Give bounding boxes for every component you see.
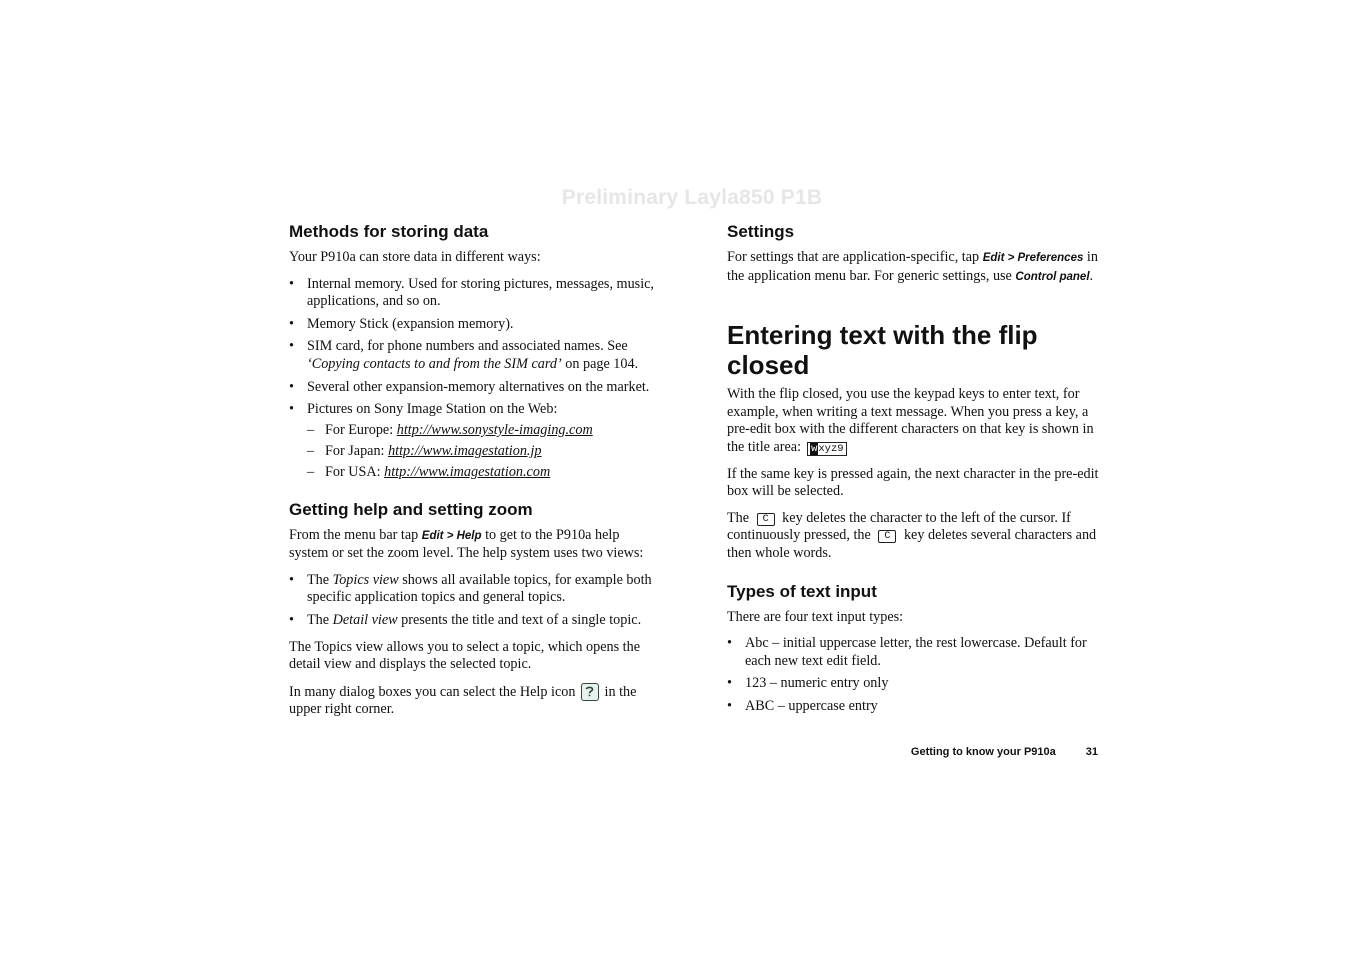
list-item: • Internal memory. Used for storing pictures, messages, music, applications, and so on.: [289, 276, 661, 311]
sites-list: [307, 422, 661, 482]
topics-view-term: Topics view: [332, 571, 399, 588]
c-key-icon: C: [878, 530, 896, 543]
c-key-icon: C: [757, 513, 775, 526]
flip-para-3: [727, 510, 1099, 563]
list-item: • Memory Stick (expansion memory).: [289, 316, 661, 334]
types-intro: There are four text input types:: [727, 608, 904, 625]
flip-para-2: If the same key is pressed again, the next character in the pre-edit box will be selected.: [727, 465, 1099, 500]
text: presents the title and text of a single topic.: [397, 611, 642, 628]
site-japan: [307, 443, 661, 461]
list-item: [289, 572, 661, 607]
text: in the application menu bar. For generic settings, use: [727, 249, 1098, 284]
list-item: [289, 338, 661, 373]
right-column: [727, 222, 1099, 725]
heading-flip-closed: Entering text with the flip closed: [727, 320, 1038, 381]
sim-cross-reference-link[interactable]: ‘Copying contacts to and from the SIM card’: [307, 355, 562, 372]
storing-list: [289, 276, 661, 482]
heading-storing-data: Methods for storing data: [289, 222, 489, 241]
heading-help-zoom: Getting help and setting zoom: [289, 499, 533, 519]
list-item: • Abc – initial uppercase letter, the rest lowercase. Default for each new text edit field.: [727, 635, 1099, 670]
list-item: • Several other expansion-memory alternatives on the market.: [289, 379, 661, 397]
text: The: [727, 509, 753, 526]
page-footer: [727, 746, 1098, 758]
site-label: For USA:: [325, 463, 385, 480]
edit-preferences-command: Edit > Preferences: [982, 252, 1084, 264]
help-intro-text: From the menu bar tap: [289, 526, 422, 543]
list-item: [289, 612, 661, 630]
heading-text-input-types: Types of text input: [727, 581, 877, 601]
help-para-icon: [289, 683, 661, 719]
heading-settings: Settings: [727, 222, 795, 241]
usa-link[interactable]: http://www.imagestation.com: [384, 463, 551, 480]
control-panel-command: Control panel: [1015, 270, 1090, 283]
settings-text: [727, 249, 1099, 286]
text: The: [307, 611, 333, 628]
help-icon: [581, 683, 599, 701]
left-column: [289, 222, 661, 728]
edit-help-command: Edit > Help: [421, 529, 482, 542]
list-item: • 123 – numeric entry only: [727, 675, 1099, 693]
text: In many dialog boxes you can select the Help icon: [289, 683, 579, 700]
flip-para-1: [727, 386, 1099, 456]
text: key deletes several characters and then whole words.: [727, 527, 1097, 561]
footer-section-title: Getting to know your P910a: [910, 746, 1056, 758]
pre-edit-selected-char: w: [811, 442, 818, 455]
detail-view-term: Detail view: [332, 611, 398, 628]
text: The: [307, 571, 333, 588]
help-views-list: [289, 572, 661, 630]
text: in the upper right corner.: [289, 683, 637, 718]
site-label: For Europe:: [325, 421, 397, 438]
list-item: • ABC – uppercase entry: [727, 698, 1099, 716]
pictures-text: Pictures on Sony Image Station on the Web:: [307, 401, 558, 418]
text: .: [1089, 267, 1094, 284]
site-usa: [307, 464, 661, 482]
help-intro-text: to get to the P910a help system or set the zoom level. The help system uses two views:: [289, 526, 644, 562]
text: key deletes the character to the left of the cursor. If continuously pressed, the: [727, 509, 1071, 544]
pre-edit-chars: xyz9: [818, 442, 844, 455]
site-europe: [307, 422, 661, 440]
site-label: For Japan:: [325, 442, 389, 459]
storing-intro: Your P910a can store data in different ways:: [289, 249, 541, 265]
page-number: 31: [1085, 746, 1098, 758]
watermark: Preliminary Layla850 P1B: [561, 186, 823, 209]
text: For settings that are application-specific, tap: [727, 249, 983, 265]
help-intro: [289, 527, 661, 563]
text: shows all available topics, for example both specific application topics and general topics.: [307, 571, 652, 606]
text: With the flip closed, you use the keypad keys to enter text, for example, when writing a text message. When you press a key, a pre-edit box with the different characters on that key is shown in the title area:: [727, 386, 1094, 455]
sim-text: SIM card, for phone numbers and associated names. See: [307, 338, 628, 355]
pre-edit-box: [807, 442, 847, 456]
help-para-topics: The Topics view allows you to select a topic, which opens the detail view and displays the selected topic.: [289, 638, 640, 673]
japan-link[interactable]: http://www.imagestation.jp: [388, 442, 542, 459]
types-list: [727, 635, 1099, 715]
europe-link[interactable]: http://www.sonystyle-imaging.com: [396, 421, 593, 438]
sim-page-text: on page 104.: [561, 355, 639, 372]
list-item: [289, 401, 661, 481]
